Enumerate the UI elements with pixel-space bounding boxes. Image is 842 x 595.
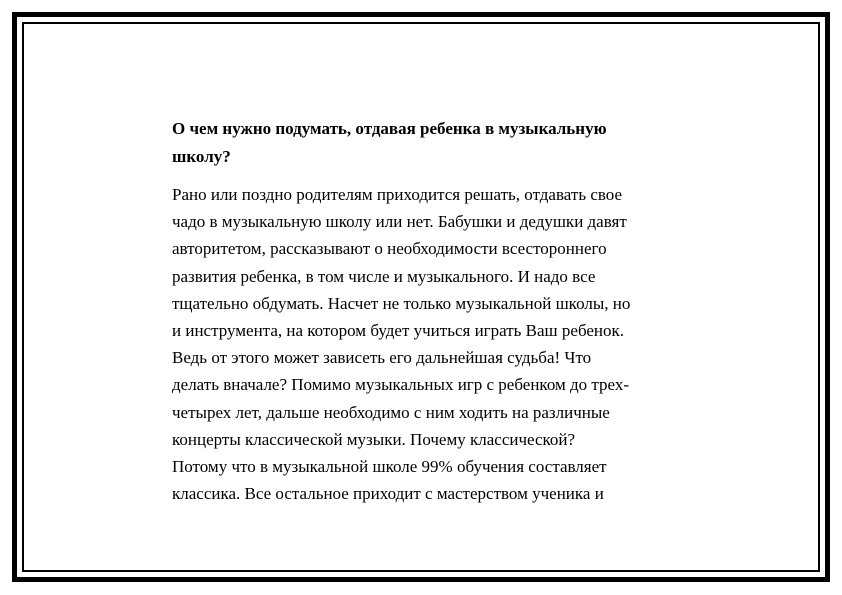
body-line: и инструмента, на котором будет учиться играть Ваш ребенок. (172, 321, 625, 341)
body-line: чадо в музыкальную школу или нет. Бабушки и дедушки давят (172, 212, 627, 232)
body-line: тщательно обдумать. Насчет не только музыкальной школы, но (172, 293, 631, 313)
body-line: Ведь от этого может зависеть его дальнейшая судьба! Что (172, 348, 592, 368)
body-line: четырех лет, дальше необходимо с ним ходить на различные (172, 402, 610, 422)
title-line: школу? (172, 147, 231, 166)
document-content (172, 115, 732, 507)
body-line: Потому что в музыкальной школе 99% обучения составляет (172, 457, 607, 477)
document-title (172, 115, 732, 171)
body-line: Рано или поздно родителям приходится решать, отдавать свое (172, 185, 623, 204)
body-line: авторитетом, рассказывают о необходимости всестороннего (172, 239, 607, 259)
body-line: классика. Все остальное приходит с мастерством ученика и (172, 484, 604, 504)
body-line: делать вначале? Помимо музыкальных игр с ребенком до трех- (172, 375, 630, 395)
body-line: развития ребенка, в том числе и музыкального. И надо все (172, 266, 596, 286)
body-line: концерты классической музыки. Почему классической? (172, 429, 576, 449)
document-body (172, 181, 732, 507)
title-line: О чем нужно подумать, отдавая ребенка в музыкальную (172, 119, 607, 138)
